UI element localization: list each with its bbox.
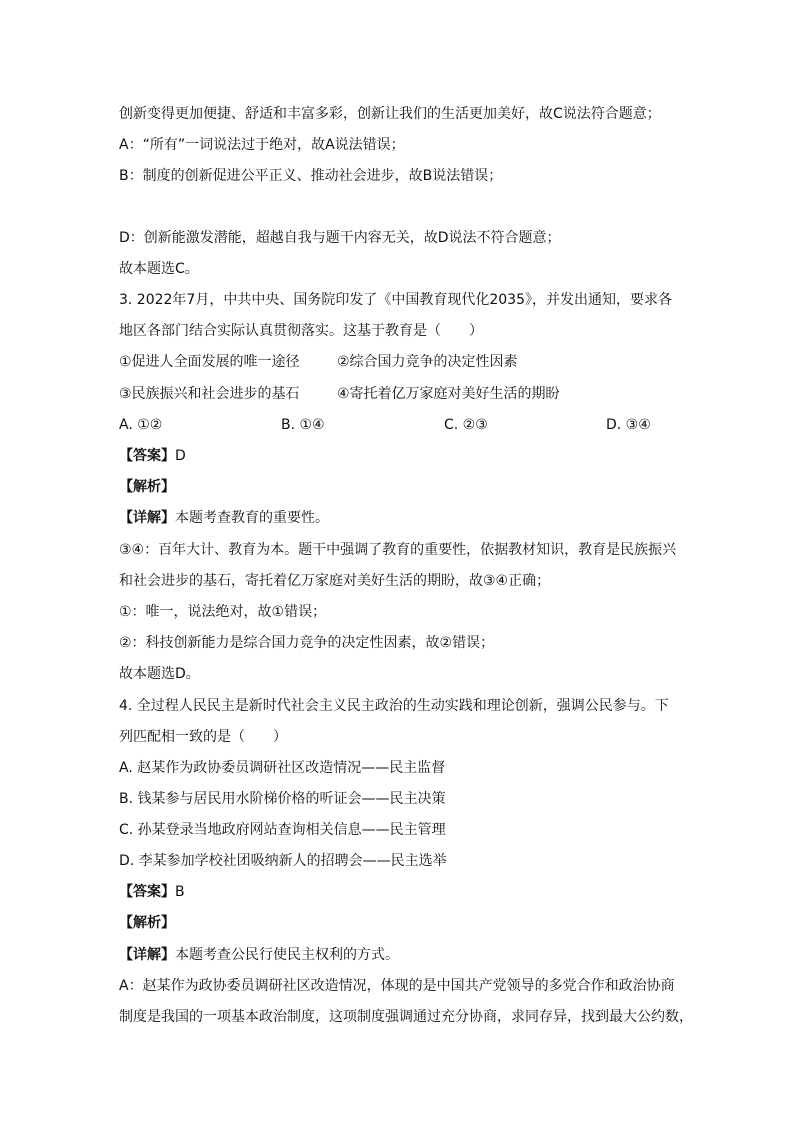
answer-value: D: [175, 448, 186, 464]
answer-value: B: [175, 884, 185, 900]
detail-tag: 【详解】: [119, 510, 175, 526]
q3-option-b: B. ①④: [281, 417, 325, 433]
q4-option-c: C. 孙某登录当地政府网站查询相关信息——民主管理: [119, 822, 446, 838]
q3-explanation-line-2: 和社会进步的基石，寄托着亿万家庭对美好生活的期盼，故③④正确；: [119, 573, 551, 589]
q2-explanation-option-b: B：制度的创新促进公平正义、推动社会进步，故B说法错误；: [119, 168, 503, 184]
q3-option-d: D. ③④: [606, 417, 651, 433]
q2-explanation-option-d: D：创新能激发潜能，超越自我与题干内容无关，故D说法不符合题意；: [119, 230, 561, 246]
q3-statement-1: ①促进人全面发展的唯一途径: [119, 354, 300, 370]
detail-text: 本题考查教育的重要性。: [175, 510, 329, 526]
q4-explanation-line-1: A：赵某作为政协委员调研社区改造情况，体现的是中国共产党领导的多党合作和政治协商: [119, 978, 675, 994]
analysis-tag: 【解析】: [119, 915, 175, 931]
q3-statement-2: ②综合国力竞争的决定性因素: [337, 354, 518, 370]
q4-stem-line-2: 列匹配相一致的是（ ）: [119, 729, 287, 745]
q2-conclusion: 故本题选C。: [119, 261, 199, 277]
q4-detail: [119, 945, 399, 965]
analysis-tag: 【解析】: [119, 479, 175, 495]
q4-option-d: D. 李某参加学校社团吸纳新人的招聘会——民主选举: [119, 853, 447, 869]
q3-statement-3: ③民族振兴和社会进步的基石: [119, 386, 300, 402]
q3-explanation-line-1: ③④：百年大计、教育为本。题干中强调了教育的重要性，依据教材知识，教育是民族振兴: [119, 542, 677, 558]
q3-detail: [119, 508, 329, 528]
q3-stem-line-2: 地区各部门结合实际认真贯彻落实。这基于教育是（ ）: [119, 323, 483, 339]
detail-text: 本题考查公民行使民主权利的方式。: [175, 947, 399, 963]
q4-explanation-line-2: 制度是我国的一项基本政治制度，这项制度强调通过充分协商，求同存异，找到最大公约数，: [119, 1009, 693, 1025]
q4-analysis-heading: [119, 913, 175, 933]
q2-explanation-option-a: A：“所有”一词说法过于绝对，故A说法错误；: [119, 137, 405, 153]
q4-answer: [119, 882, 185, 902]
q3-answer: [119, 446, 186, 466]
detail-tag: 【详解】: [119, 947, 175, 963]
q2-explanation-line-1: 创新变得更加便捷、舒适和丰富多彩，创新让我们的生活更加美好，故C说法符合题意；: [119, 106, 661, 122]
q3-statement-4: ④寄托着亿万家庭对美好生活的期盼: [337, 386, 560, 402]
q4-option-b: B. 钱某参与居民用水阶梯价格的听证会——民主决策: [119, 791, 446, 807]
q4-stem-line-1: 4. 全过程人民民主是新时代社会主义民主政治的生动实践和理论创新，强调公民参与。下: [119, 698, 669, 714]
q3-conclusion: 故本题选D。: [119, 666, 200, 682]
q3-explanation-line-4: ②：科技创新能力是综合国力竞争的决定性因素，故②错误；: [119, 635, 495, 651]
q3-analysis-heading: [119, 477, 175, 497]
q3-explanation-line-3: ①：唯一，说法绝对，故①错误；: [119, 604, 327, 620]
answer-tag: 【答案】: [119, 448, 175, 464]
q3-option-a: A. ①②: [119, 417, 163, 433]
q3-stem-line-1: 3. 2022年7月，中共中央、国务院印发了《中国教育现代化2035》，并发出通知，要求各: [119, 292, 672, 308]
answer-tag: 【答案】: [119, 884, 175, 900]
q3-option-c: C. ②③: [444, 417, 488, 433]
q4-option-a: A. 赵某作为政协委员调研社区改造情况——民主监督: [119, 760, 446, 776]
